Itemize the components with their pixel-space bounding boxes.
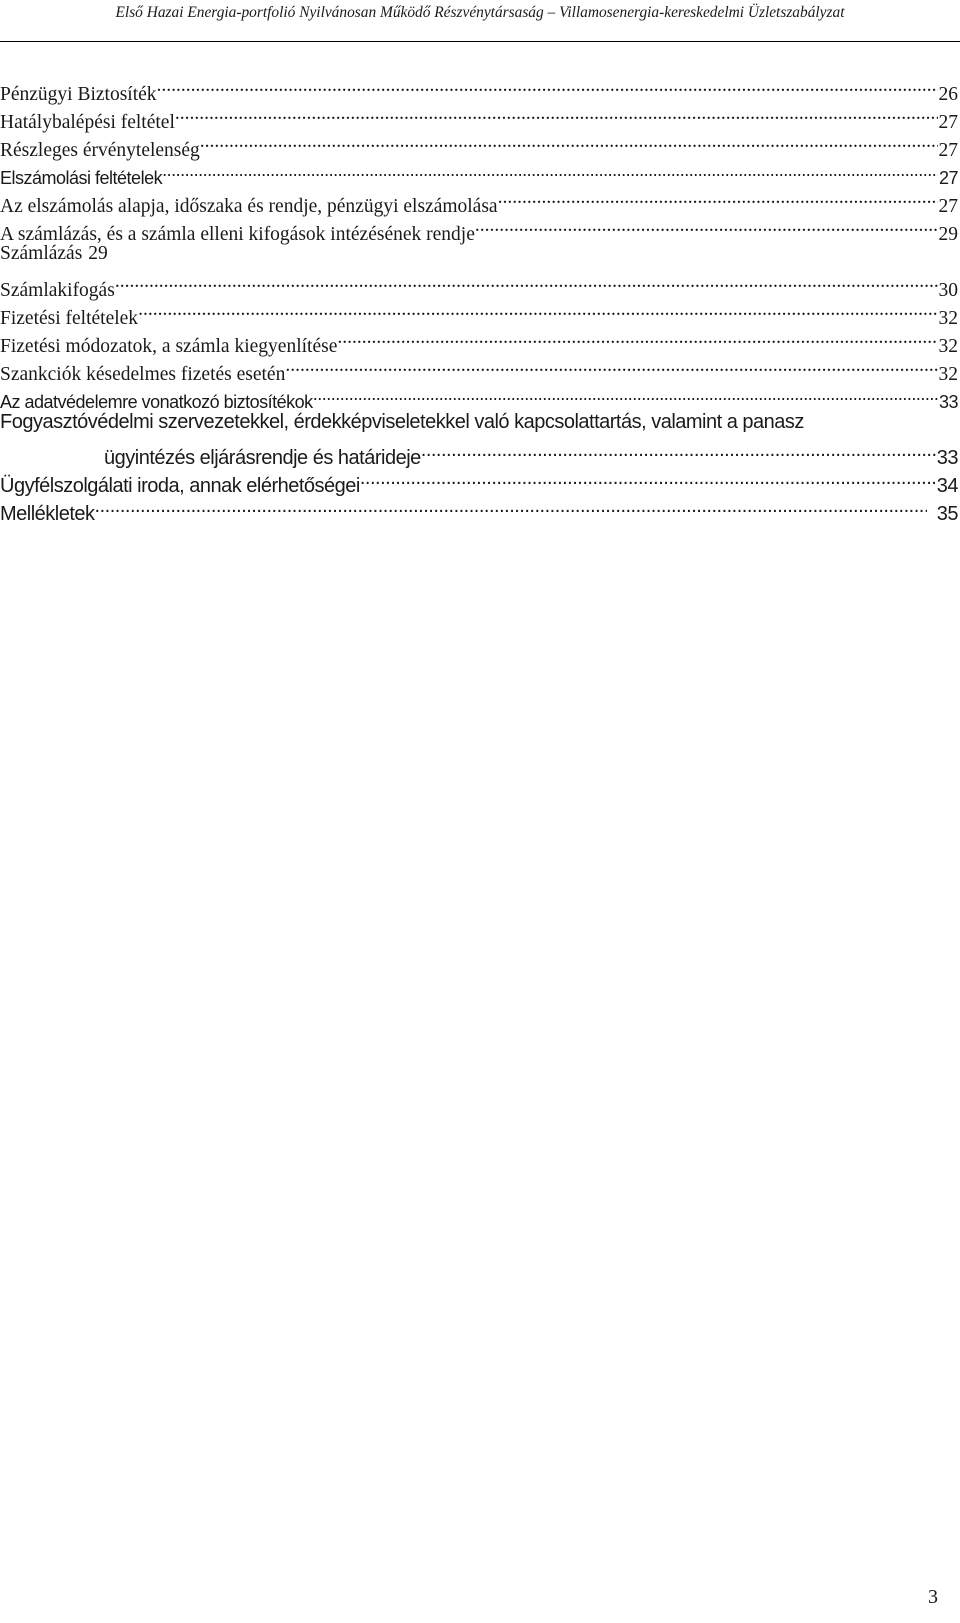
toc-entry-title: Fizetési feltételek bbox=[0, 308, 139, 329]
toc-entry-penzugyi-biztositek[interactable] bbox=[0, 72, 960, 105]
toc-entry-szamlakifogas[interactable] bbox=[0, 268, 960, 301]
document-title: Első Hazai Energia-portfolió Nyilvánosan Működő Részvénytársaság – Villamosenergia-kereskedelmi Üzletszabályzat bbox=[115, 4, 845, 21]
toc-leader-dots bbox=[285, 352, 937, 380]
toc-entry-title: Hatálybalépési feltétel bbox=[0, 112, 175, 133]
toc-entry-page: 34 bbox=[936, 475, 958, 497]
toc-leader-dots bbox=[360, 464, 936, 492]
toc-leader-dots bbox=[162, 156, 938, 184]
toc-entry-page: 27 bbox=[938, 112, 958, 133]
toc-entry-title: Elszámolási feltételek bbox=[0, 168, 163, 188]
toc-entry-fogyasztovedelmi-line1[interactable] bbox=[0, 408, 960, 436]
toc-entry-title: Fizetési módozatok, a számla kiegyenlítése bbox=[0, 336, 338, 357]
toc-leader-dots bbox=[200, 128, 938, 156]
toc-entry-title: Az adatvédelemre vonatkozó biztosítékok bbox=[0, 392, 313, 412]
toc-entry-page: 32 bbox=[938, 308, 958, 329]
toc-leader-dots bbox=[475, 212, 938, 240]
toc-entry-title: Az elszámolás alapja, időszaka és rendje, pénzügyi elszámolása bbox=[0, 196, 498, 217]
toc-leader-dots bbox=[157, 72, 938, 100]
toc-entry-title: Ügyfélszolgálati iroda, annak elérhetőségei bbox=[0, 475, 360, 497]
toc-entry-fizetesi-modozatok[interactable] bbox=[0, 324, 960, 357]
toc-leader-dots bbox=[175, 100, 938, 128]
toc-leader-dots bbox=[138, 296, 937, 324]
toc-entry-page: 32 bbox=[938, 336, 958, 357]
toc-entry-page: 29 bbox=[938, 224, 958, 245]
toc-entry-page: 27 bbox=[938, 168, 958, 188]
toc-entry-title: Számlázás bbox=[0, 243, 83, 264]
toc-entry-page: 29 bbox=[88, 243, 108, 264]
toc-entry-page: 33 bbox=[936, 447, 958, 469]
toc-entry-mellekletek[interactable] bbox=[0, 492, 960, 525]
toc-entry-title: Mellékletek bbox=[0, 503, 95, 525]
running-header bbox=[0, 0, 960, 42]
toc-entry-page: 33 bbox=[938, 392, 958, 412]
toc-entry-title: Számlakifogás bbox=[0, 280, 115, 301]
toc-entry-fogyasztovedelmi-line2[interactable] bbox=[0, 436, 960, 469]
toc-leader-dots bbox=[313, 380, 938, 408]
toc-entry-fizetesi-feltetelek[interactable] bbox=[0, 296, 960, 329]
toc-entry-title: ügyintézés eljárásrendje és határideje bbox=[104, 447, 421, 469]
toc-entry-page: 26 bbox=[938, 84, 958, 105]
toc-entry-page: 35 bbox=[936, 503, 958, 525]
toc-leader-dots bbox=[115, 268, 938, 296]
toc-entry-page: 27 bbox=[938, 140, 958, 161]
toc-entry-title: A számlázás, és a számla elleni kifogások intézésének rendje bbox=[0, 224, 475, 245]
toc-entry-title: Részleges érvénytelenség bbox=[0, 140, 200, 161]
toc-entry-title: Pénzügyi Biztosíték bbox=[0, 84, 157, 105]
page-number: 3 bbox=[928, 1586, 938, 1608]
table-of-contents bbox=[0, 72, 960, 525]
toc-entry-page: 30 bbox=[938, 280, 958, 301]
toc-leader-dots bbox=[498, 184, 938, 212]
toc-entry-title: Fogyasztóvédelmi szervezetekkel, érdekképviseletekkel való kapcsolattartás, valamint a panasz bbox=[0, 411, 804, 433]
toc-entry-title: Szankciók késedelmes fizetés esetén bbox=[0, 364, 286, 385]
toc-entry-page: 27 bbox=[938, 196, 958, 217]
toc-entry-page: 32 bbox=[938, 364, 958, 385]
toc-leader-dots bbox=[95, 492, 927, 520]
toc-leader-dots bbox=[337, 324, 937, 352]
toc-leader-dots bbox=[421, 436, 936, 464]
